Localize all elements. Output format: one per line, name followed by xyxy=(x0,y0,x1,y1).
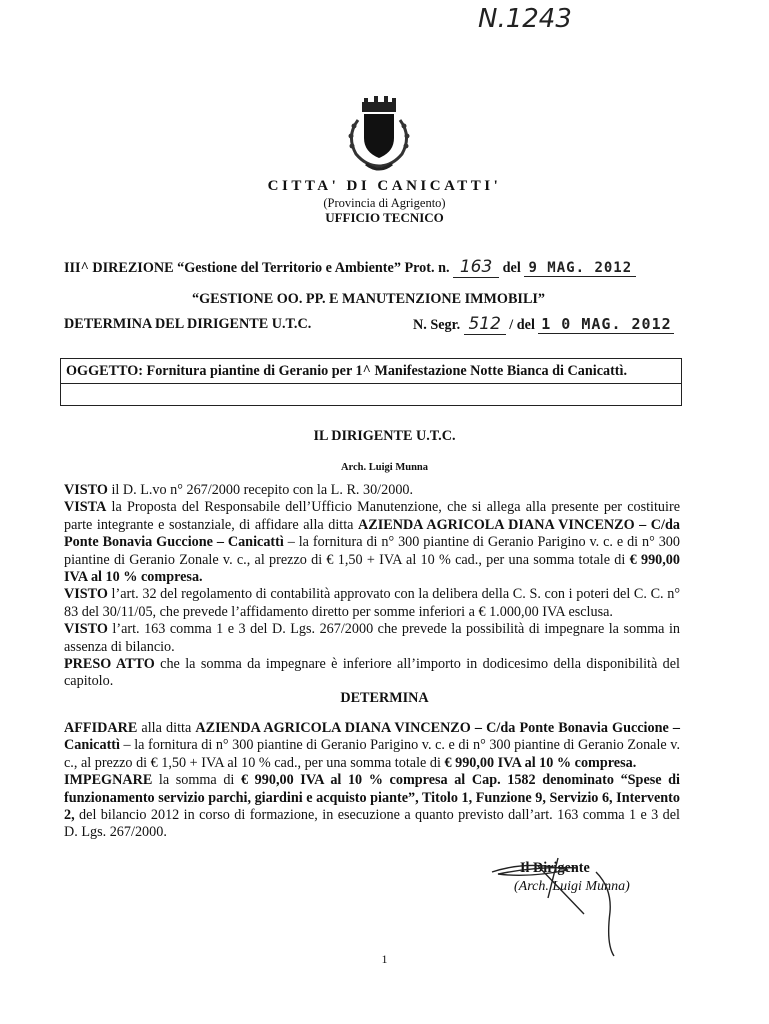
visto-paragraph-2 xyxy=(64,586,680,621)
vista-text-a: la Proposta del Responsabile dell’Ufficio Manutenzione, che si allega alla presente per costituire parte integrante e sostanziale, di affidare alla ditta xyxy=(64,499,680,533)
visto-text-2: l’art. 32 del regolamento di contabilità approvato con la delibera della C. S. con i poteri del C. C. n° 83 del 30/11/05, che prevede l’affidamento diretto per somme inferiori a € 1.000,00 IVA esclusa. xyxy=(64,586,680,620)
page-number: 1 xyxy=(381,952,388,966)
visto-lead-3: VISTO xyxy=(64,621,108,638)
affidare-text-b: – la fornitura di n° 300 piantine di Geranio Parigino v. c. e di n° 300 piantine di Geranio Zonale v. c., al prezzo di € 1,50 + IVA al 10 % cad., per una somma totale di xyxy=(64,737,680,771)
oggetto-line xyxy=(66,363,627,380)
visto-lead-2: VISTO xyxy=(64,586,108,603)
visto-lead-1: VISTO xyxy=(64,482,108,498)
body-block-decisions xyxy=(64,720,680,842)
determina-heading: DETERMINA xyxy=(340,690,429,706)
affidare-paragraph xyxy=(64,720,680,772)
direction-label: III^ DIREZIONE “Gestione del Territorio e Ambiente” Prot. n. xyxy=(64,260,450,276)
impegnare-bold-a: € 990,00 IVA al 10 % compresa al Cap. 1582 denominato “Spese di funzionamento servizio parchi, giardini e acquisto piante”, Titolo 1, Funzione 9, Servizio 6, Intervento 2, xyxy=(64,772,680,824)
affidare-bold-a: AZIENDA AGRICOLA DIANA VINCENZO – C/da Ponte Bonavia Guccione – Canicattì xyxy=(64,720,680,754)
preso-atto-lead: PRESO ATTO xyxy=(64,656,155,673)
affidare-bold-b: € 990,00 IVA al 10 % compresa. xyxy=(444,754,637,771)
body-block-premises xyxy=(64,482,680,691)
visto-text-1: il D. L.vo n° 267/2000 recepito con la L. R. 30/2000. xyxy=(107,482,414,498)
signature-block xyxy=(488,852,668,962)
segr-number: 512 xyxy=(464,314,506,335)
determina-label: DETERMINA DEL DIRIGENTE U.T.C. xyxy=(64,316,312,332)
handwritten-signature xyxy=(488,852,668,962)
impegnare-lead: IMPEGNARE xyxy=(64,772,153,789)
office-name: UFFICIO TECNICO xyxy=(325,210,444,225)
vista-bold-a: AZIENDA AGRICOLA DIANA VINCENZO – C/da Ponte Bonavia Guccione – Canicattì xyxy=(64,516,680,551)
vista-lead: VISTA xyxy=(64,499,107,516)
segr-del-label: / del xyxy=(509,317,535,333)
direction-line xyxy=(64,257,704,278)
affidare-lead: AFFIDARE xyxy=(64,720,138,736)
preso-atto-paragraph xyxy=(64,656,680,691)
service-line: “GESTIONE OO. PP. E MANUTENZIONE IMMOBILI” xyxy=(192,291,546,307)
province: (Provincia di Agrigento) xyxy=(323,196,446,210)
visto-text-3: l’art. 163 comma 1 e 3 del D. Lgs. 267/2000 che prevede la possibilità di impegnare la somma in assenza di bilancio. xyxy=(64,621,680,655)
preso-atto-text: che la somma da impegnare è inferiore all’importo in dodicesimo della disponibilità del capitolo. xyxy=(64,656,680,690)
segr-line xyxy=(413,314,674,335)
segr-label: N. Segr. xyxy=(413,317,461,333)
visto-paragraph-1 xyxy=(64,482,680,499)
signature-title: Il Dirigente xyxy=(520,860,590,876)
vista-paragraph xyxy=(64,499,680,586)
coat-of-arms-emblem xyxy=(336,96,422,176)
direction-del-label: del xyxy=(502,260,521,276)
oggetto-text: Fornitura piantine di Geranio per 1^ Manifestazione Notte Bianca di Canicattì. xyxy=(146,363,628,379)
prot-number: 163 xyxy=(453,257,499,278)
arch-name: Arch. Luigi Munna xyxy=(340,462,429,473)
oggetto-label: OGGETTO: xyxy=(66,363,143,379)
signature-name: (Arch. Luigi Munna) xyxy=(514,879,630,894)
segr-date-stamp: 1 0 MAG. 2012 xyxy=(538,315,674,334)
il-dirigente-heading: IL DIRIGENTE U.T.C. xyxy=(313,428,456,444)
oggetto-box xyxy=(60,358,682,406)
city-name: CITTA' DI CANICATTI' xyxy=(267,178,502,194)
impegnare-text-a: la somma di xyxy=(152,772,241,789)
visto-paragraph-3 xyxy=(64,621,680,656)
vista-bold-b: € 990,00 IVA al 10 % compresa. xyxy=(64,551,680,586)
handwritten-reference: N.1243 xyxy=(478,4,572,34)
impegnare-paragraph xyxy=(64,772,680,842)
impegnare-text-b: del bilancio 2012 in corso di formazione, in esecuzione a quanto previsto dall’art. 163 comma 1 e 3 del D. Lgs. 267/2000. xyxy=(64,807,680,841)
affidare-text-a: alla ditta xyxy=(137,720,196,736)
vista-text-b: – la fornitura di n° 300 piantine di Geranio Parigino v. c. e di n° 300 piantine di Geranio Zonale v. c., al prezzo di € 1,50 + IVA al 10 % cad., per una somma totale di xyxy=(64,534,680,568)
prot-date-stamp: 9 MAG. 2012 xyxy=(524,260,636,277)
